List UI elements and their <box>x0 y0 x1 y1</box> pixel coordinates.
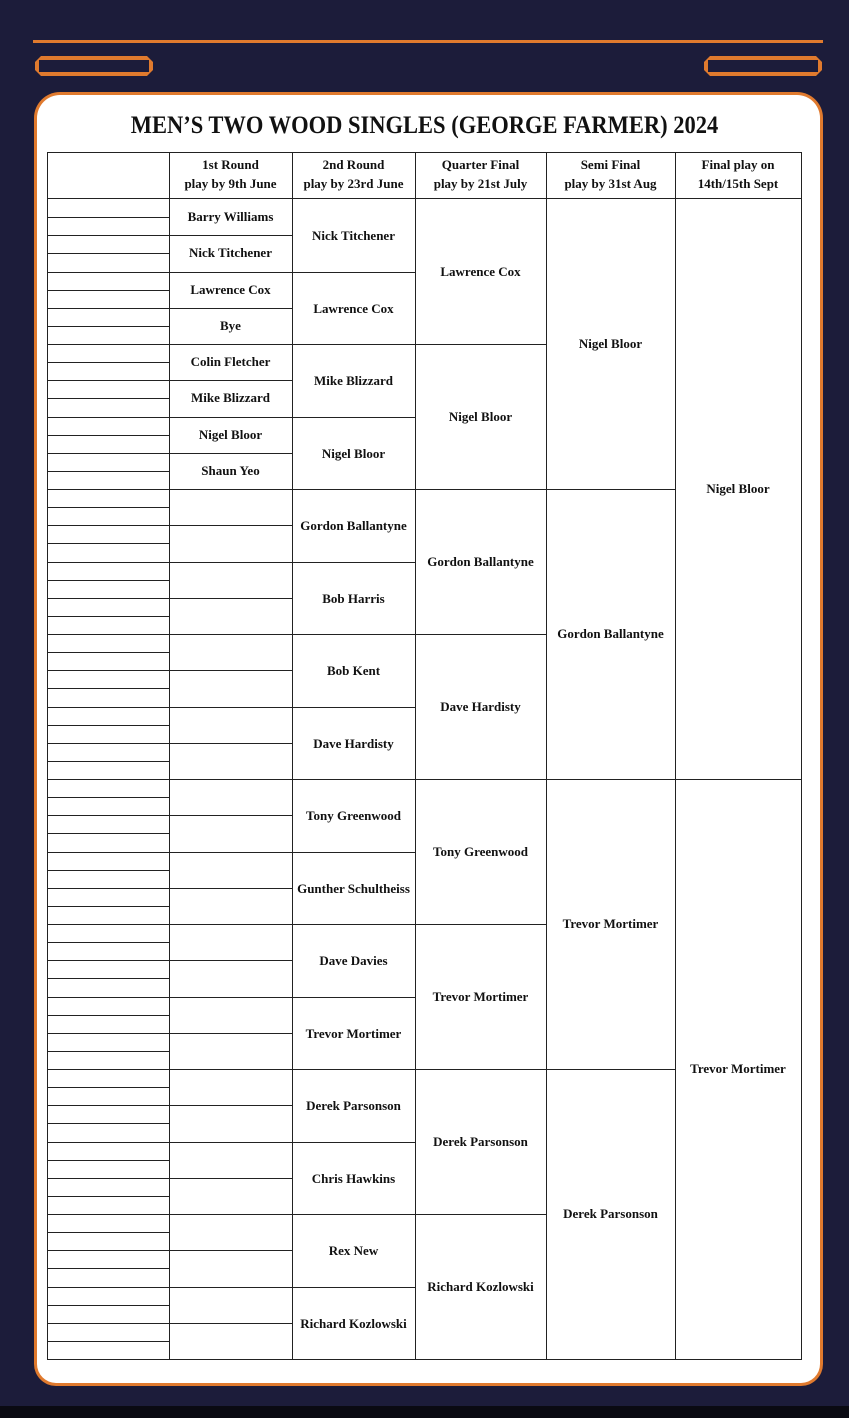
round1-player <box>169 598 292 634</box>
round-header-title: Final play on <box>701 157 775 172</box>
round1-player <box>169 779 292 815</box>
entry-row-line <box>47 997 169 998</box>
round2-player: Chris Hawkins <box>311 1170 396 1186</box>
entry-row-line <box>47 1323 169 1324</box>
round1-player: Nigel Bloor <box>198 427 263 442</box>
entry-row-line <box>47 253 169 254</box>
entry-row-line <box>47 815 169 816</box>
final-player: Trevor Mortimer <box>690 1061 786 1076</box>
round1-player: Lawrence Cox <box>190 282 271 297</box>
round1-player <box>169 1033 292 1069</box>
entry-row-line <box>47 725 169 726</box>
entry-row-line <box>47 326 169 327</box>
round-header-deadline: play by 21st July <box>433 176 528 191</box>
round1-player <box>169 1323 292 1359</box>
decorative-line <box>33 40 823 43</box>
entry-row-line <box>47 743 169 744</box>
round2-player: Rex New <box>328 1242 379 1258</box>
entry-row-line <box>47 960 169 961</box>
entry-row-line <box>47 453 169 454</box>
entry-row-line <box>47 1341 169 1342</box>
entry-row-line <box>47 1123 169 1124</box>
quarter-final-player: Trevor Mortimer <box>432 988 529 1004</box>
round-header-title: 2nd Round <box>322 157 385 172</box>
round1-player <box>169 562 292 598</box>
entry-row-line <box>47 489 169 490</box>
round-header <box>675 155 801 193</box>
round-header <box>546 155 675 193</box>
entry-row-line <box>47 833 169 834</box>
round1-player: Bye <box>220 318 241 333</box>
final-player: Nigel Bloor <box>706 481 770 496</box>
bottom-strip <box>0 1406 849 1418</box>
entry-row-line <box>47 562 169 563</box>
entry-row-line <box>47 906 169 907</box>
round1-player: Shaun Yeo <box>201 463 260 478</box>
entry-row-line <box>47 362 169 363</box>
round-header-deadline: play by 31st Aug <box>564 176 657 191</box>
round2-player: Dave Hardisty <box>313 735 394 751</box>
entry-row-line <box>47 1033 169 1034</box>
round2-player: Dave Davies <box>319 952 388 968</box>
round2-player: Gordon Ballantyne <box>300 517 407 533</box>
entry-row-line <box>47 888 169 889</box>
entry-row-line <box>47 779 169 780</box>
quarter-final-player: Lawrence Cox <box>440 263 521 279</box>
round-header-deadline: play by 23rd June <box>303 176 404 191</box>
entry-row-line <box>47 1051 169 1052</box>
round2-player: Lawrence Cox <box>313 300 394 316</box>
quarter-final-player: Gordon Ballantyne <box>427 553 534 569</box>
entry-row-line <box>47 435 169 436</box>
round-header-deadline: 14th/15th Sept <box>697 176 779 191</box>
entry-row-line <box>47 1196 169 1197</box>
entry-row-line <box>47 1232 169 1233</box>
round1-player: Mike Blizzard <box>190 390 271 405</box>
entry-row-line <box>47 598 169 599</box>
round1-player <box>169 489 292 525</box>
entry-row-line <box>47 543 169 544</box>
entry-row-line <box>47 652 169 653</box>
entry-row-line <box>47 1214 169 1215</box>
entry-row-line <box>47 417 169 418</box>
decorative-tab-left <box>35 56 153 76</box>
round-header <box>292 155 415 193</box>
round-header-title: Semi Final <box>580 157 641 172</box>
entry-row-line <box>47 634 169 635</box>
entry-row-line <box>47 1178 169 1179</box>
round1-player <box>169 997 292 1033</box>
entry-row-line <box>47 308 169 309</box>
quarter-final-player: Dave Hardisty <box>440 698 521 714</box>
entry-row-line <box>47 344 169 345</box>
entry-row-line <box>47 1160 169 1161</box>
entry-row-line <box>47 398 169 399</box>
page-title: MEN’S TWO WOOD SINGLES (GEORGE FARMER) 2024 <box>130 112 719 139</box>
round-header <box>169 155 292 193</box>
round1-player <box>169 815 292 851</box>
round1-player <box>169 852 292 888</box>
round1-player <box>169 1178 292 1214</box>
semi-final-player: Trevor Mortimer <box>562 916 659 931</box>
round1-player: Colin Fletcher <box>190 354 271 369</box>
round1-player <box>169 1105 292 1141</box>
entry-row-line <box>47 380 169 381</box>
round2-player: Trevor Mortimer <box>305 1025 402 1041</box>
entry-row-line <box>47 235 169 236</box>
round-header <box>415 155 546 193</box>
semi-final-player: Gordon Ballantyne <box>557 626 664 641</box>
entry-row-line <box>47 580 169 581</box>
round2-player: Nick Titchener <box>312 227 395 243</box>
entry-row-line <box>47 1268 169 1269</box>
entry-row-line <box>47 525 169 526</box>
entry-row-line <box>47 1250 169 1251</box>
entry-row-line <box>47 870 169 871</box>
semi-final-player: Nigel Bloor <box>578 336 643 351</box>
decorative-tab-right <box>704 56 822 76</box>
entry-row-line <box>47 1305 169 1306</box>
round1-player <box>169 1142 292 1178</box>
entry-row-line <box>47 942 169 943</box>
entry-row-line <box>47 1287 169 1288</box>
round1-player <box>169 1069 292 1105</box>
round2-player: Gunther Schultheiss <box>297 880 410 896</box>
round2-player: Mike Blizzard <box>313 372 394 388</box>
semi-final-player: Derek Parsonson <box>563 1206 658 1221</box>
entry-row-line <box>47 290 169 291</box>
round1-player <box>169 1250 292 1286</box>
round2-player: Derek Parsonson <box>306 1097 401 1113</box>
entry-row-line <box>47 924 169 925</box>
round1-player <box>169 1214 292 1250</box>
round2-player: Richard Kozlowski <box>300 1315 407 1331</box>
entry-row-line <box>47 707 169 708</box>
quarter-final-player: Tony Greenwood <box>433 843 528 859</box>
entry-row-line <box>47 1087 169 1088</box>
entry-row-line <box>47 1105 169 1106</box>
round-header-title: Quarter Final <box>441 157 520 172</box>
round2-player: Nigel Bloor <box>321 445 386 461</box>
entry-row-line <box>47 761 169 762</box>
round1-player <box>169 1287 292 1323</box>
round-header-deadline: play by 9th June <box>184 176 277 191</box>
entry-row-line <box>47 616 169 617</box>
round1-player <box>169 743 292 779</box>
round1-player <box>169 888 292 924</box>
entry-row-line <box>47 670 169 671</box>
entry-row-line <box>47 978 169 979</box>
entry-row-line <box>47 688 169 689</box>
round-header-title: 1st Round <box>202 157 259 172</box>
entry-row-line <box>47 1142 169 1143</box>
round2-player: Tony Greenwood <box>306 807 401 823</box>
round1-player: Nick Titchener <box>189 245 272 260</box>
entry-row-line <box>47 471 169 472</box>
quarter-final-player: Nigel Bloor <box>448 408 513 424</box>
round1-player <box>169 707 292 743</box>
entry-row-line <box>47 507 169 508</box>
entry-row-line <box>47 852 169 853</box>
round1-player <box>169 670 292 706</box>
round1-player: Barry Williams <box>187 209 274 224</box>
round2-player: Bob Kent <box>326 662 381 678</box>
round1-player <box>169 525 292 561</box>
entry-row-line <box>47 217 169 218</box>
entry-row-line <box>47 1015 169 1016</box>
entry-row-line <box>47 797 169 798</box>
entry-row-line <box>47 1069 169 1070</box>
entry-row-line <box>47 272 169 273</box>
round2-player: Bob Harris <box>322 590 385 606</box>
round1-player <box>169 924 292 960</box>
quarter-final-player: Derek Parsonson <box>433 1133 528 1149</box>
round1-player <box>169 960 292 996</box>
round1-player <box>169 634 292 670</box>
quarter-final-player: Richard Kozlowski <box>427 1278 534 1294</box>
